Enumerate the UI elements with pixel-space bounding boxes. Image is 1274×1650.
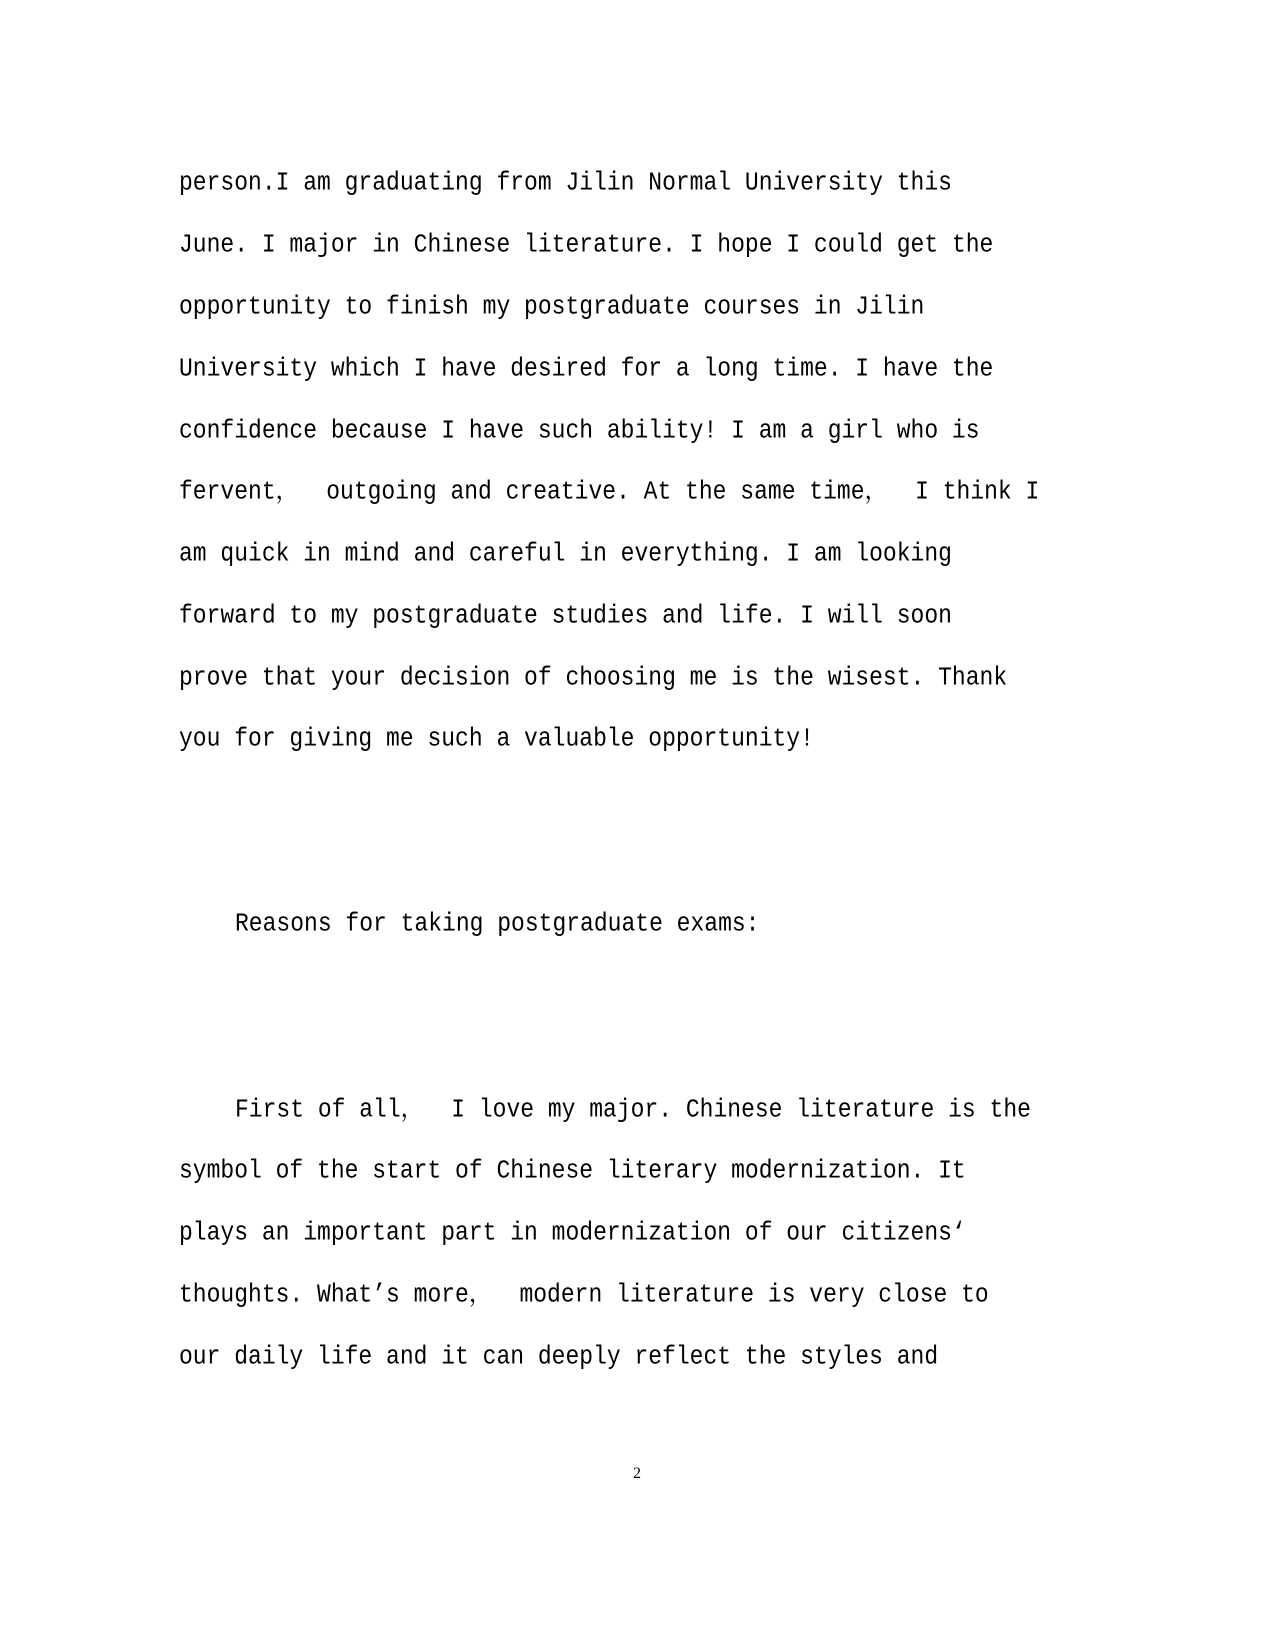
text-line: forward to my postgraduate studies and life. I will soon: [179, 601, 952, 631]
text-line: thoughts. What’s more， modern literature is very close to: [179, 1280, 989, 1310]
text-line: June. I major in Chinese literature. I hope I could get the: [179, 230, 994, 260]
text-line: you for giving me such a valuable opportunity!: [179, 724, 814, 754]
page-number: 2: [633, 1465, 641, 1482]
section-heading: Reasons for taking postgraduate exams:: [235, 909, 760, 939]
text-line: opportunity to finish my postgraduate courses in Jilin: [179, 292, 925, 322]
text-line: University which I have desired for a long time. I have the: [179, 354, 994, 384]
text-line: First of all， I love my major. Chinese literature is the: [235, 1095, 1031, 1125]
text-line: person.I am graduating from Jilin Normal University this: [179, 168, 952, 198]
text-line: symbol of the start of Chinese literary modernization. It: [179, 1156, 966, 1186]
text-line: confidence because I have such ability! I am a girl who is: [179, 416, 980, 446]
text-line: prove that your decision of choosing me is the wisest. Thank: [179, 663, 1008, 693]
text-line: fervent， outgoing and creative. At the same time， I think I: [179, 477, 1040, 507]
text-line: our daily life and it can deeply reflect the styles and: [179, 1342, 939, 1372]
text-line: am quick in mind and careful in everything. I am looking: [179, 539, 952, 569]
text-line: plays an important part in modernization of our citizens‘: [179, 1218, 966, 1248]
